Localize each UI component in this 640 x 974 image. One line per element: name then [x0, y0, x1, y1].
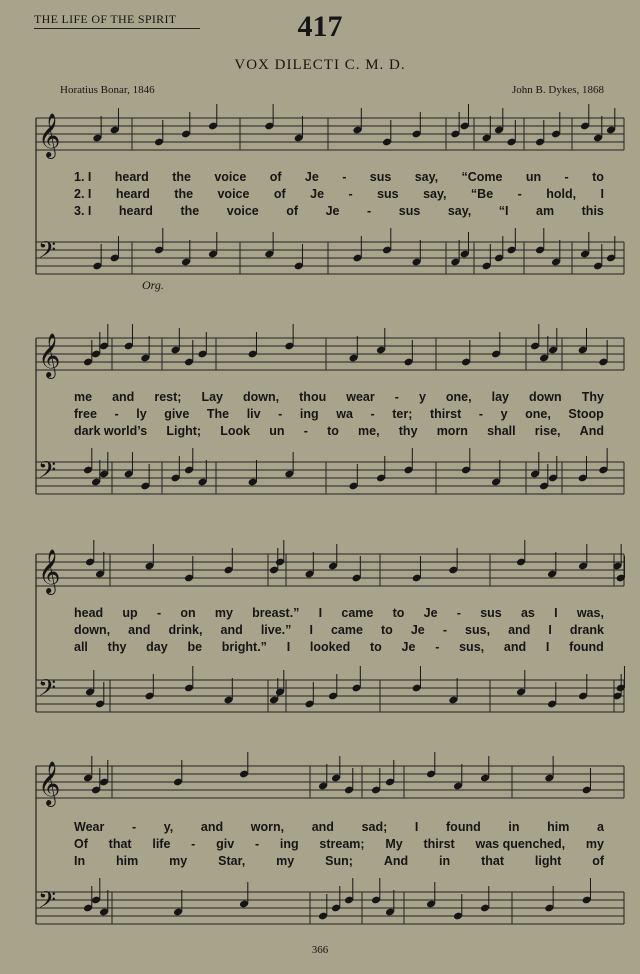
lyric-syllable: voice — [226, 204, 259, 218]
lyric-syllable: Wear — [74, 820, 105, 834]
lyric-syllable: 2. I — [74, 187, 92, 201]
lyric-syllable: - — [394, 390, 399, 404]
treble-clef-icon: 𝄞 — [38, 333, 61, 377]
author-credit: Horatius Bonar, 1846 — [60, 84, 155, 96]
lyric-syllable: as — [520, 606, 535, 620]
lyric-syllable: - — [456, 606, 461, 620]
lyric-syllable: drink, — [168, 623, 203, 637]
lyric-syllable: and — [128, 623, 151, 637]
lyric-syllable: ly — [136, 407, 147, 421]
lyric-syllable: Stoop — [568, 407, 604, 421]
lyric-syllable: of — [273, 187, 286, 201]
lyric-syllable: - — [478, 407, 483, 421]
lyric-syllable: be — [187, 640, 203, 654]
lyric-syllable: 1. I — [74, 170, 92, 184]
lyric-syllable: that — [481, 854, 504, 868]
lyric-syllable: the — [172, 170, 191, 184]
lyric-syllable: found — [569, 640, 604, 654]
lyric-syllable: Star, — [218, 854, 246, 868]
lyric-syllable: me — [74, 390, 93, 404]
lyric-syllable: thirst — [430, 407, 462, 421]
lyric-syllable: drank — [569, 623, 604, 637]
lyric-syllable: the — [174, 187, 194, 201]
lyric-syllable: on — [180, 606, 196, 620]
lyric-syllable: Thy — [581, 390, 604, 404]
lyric-syllable: day — [146, 640, 168, 654]
lyric-syllable: 3. I — [74, 204, 92, 218]
lyric-syllable: my — [276, 854, 295, 868]
lyric-syllable: voice — [214, 170, 247, 184]
lyric-syllable: and — [508, 623, 531, 637]
lyric-syllable: all — [74, 640, 88, 654]
lyric-syllable: worn, — [250, 820, 285, 834]
lyric-line — [74, 424, 604, 438]
lyric-syllable: “Be — [470, 187, 494, 201]
lyric-syllable: life — [152, 837, 171, 851]
page-number: 366 — [311, 944, 329, 956]
lyric-syllable: Je — [410, 623, 425, 637]
lyric-syllable: - — [348, 187, 353, 201]
lyric-syllable: thy — [398, 424, 418, 438]
lyric-syllable: Look — [220, 424, 251, 438]
lyric-syllable: and — [311, 820, 334, 834]
lyric-syllable: heard — [115, 187, 150, 201]
lyric-syllable: him — [116, 854, 139, 868]
lyric-syllable: of — [592, 854, 604, 868]
lyric-syllable: shall — [487, 424, 516, 438]
lyric-syllable: ing — [299, 407, 319, 421]
lyric-syllable: giv — [216, 837, 235, 851]
lyric-syllable: I — [600, 187, 604, 201]
lyric-syllable: I — [318, 606, 323, 620]
lyric-syllable: I — [414, 820, 419, 834]
lyric-syllable: Light; — [166, 424, 202, 438]
lyric-syllable: of — [269, 170, 282, 184]
lyric-syllable: wa — [336, 407, 353, 421]
lyric-syllable: free — [74, 407, 97, 421]
lyric-syllable: am — [536, 204, 555, 218]
lyric-syllable: un — [269, 424, 285, 438]
lyric-syllable: - — [564, 170, 569, 184]
lyric-syllable: morn — [436, 424, 468, 438]
lyric-syllable: up — [122, 606, 138, 620]
lyric-syllable: - — [370, 407, 375, 421]
lyric-syllable: I — [309, 623, 313, 637]
lyric-syllable: The — [206, 407, 230, 421]
lyric-syllable: thy — [107, 640, 127, 654]
lyric-syllable: sus — [398, 204, 421, 218]
lyric-syllable: stream; — [319, 837, 365, 851]
lyric-syllable: Je — [401, 640, 416, 654]
lyric-syllable: this — [581, 204, 604, 218]
lyric-syllable: that — [108, 837, 132, 851]
lyric-syllable: heard — [114, 170, 149, 184]
lyric-syllable: down — [529, 390, 562, 404]
lyric-syllable: my — [214, 606, 233, 620]
lyric-line — [74, 854, 604, 868]
lyric-syllable: was quenched, — [475, 837, 566, 851]
lyric-syllable: dark world’s — [74, 424, 148, 438]
lyric-syllable: and — [503, 640, 527, 654]
lyric-syllable: un — [525, 170, 542, 184]
section-label: THE LIFE OF THE SPIRIT — [34, 12, 177, 26]
lyric-syllable: - — [131, 820, 137, 834]
lyric-syllable: Je — [310, 187, 325, 201]
lyric-syllable: Sun; — [325, 854, 353, 868]
lyric-syllable: I — [554, 606, 558, 620]
lyric-syllable: say, — [447, 204, 472, 218]
lyric-syllable: - — [435, 640, 440, 654]
lyric-syllable: Of — [74, 837, 88, 851]
lyric-syllable: to — [369, 640, 382, 654]
lyric-syllable: a — [596, 820, 604, 834]
lyric-syllable: and — [220, 623, 243, 637]
treble-clef-icon: 𝄞 — [38, 113, 61, 157]
lyric-syllable: Lay — [201, 390, 223, 404]
lyric-syllable: - — [303, 424, 308, 438]
lyric-syllable: voice — [217, 187, 250, 201]
tune-name: VOX DILECTI C. M. D. — [234, 57, 406, 73]
lyric-syllable: Je — [423, 606, 438, 620]
lyric-syllable: live.” — [260, 623, 292, 637]
lyric-syllable: hold, — [546, 187, 577, 201]
lyric-line — [74, 390, 604, 404]
lyric-syllable: bright.” — [221, 640, 267, 654]
lyric-syllable: y, — [163, 820, 174, 834]
lyric-syllable: and — [112, 390, 135, 404]
lyric-syllable: sus, — [465, 623, 491, 637]
composer-credit: John B. Dykes, 1868 — [512, 84, 604, 96]
lyric-syllable: breast.” — [252, 606, 300, 620]
lyric-syllable: - — [278, 407, 283, 421]
lyric-syllable: liv — [246, 407, 261, 421]
lyric-syllable: And — [383, 854, 409, 868]
lyric-syllable: lay — [491, 390, 510, 404]
lyric-syllable: - — [342, 170, 347, 184]
lyric-syllable: “Come — [461, 170, 503, 184]
lyric-line — [74, 187, 604, 201]
lyric-syllable: “I — [498, 204, 509, 218]
bass-clef-icon: 𝄢 — [38, 674, 57, 707]
lyric-syllable: In — [74, 854, 86, 868]
organ-label: Org. — [142, 278, 164, 292]
lyric-syllable: say, — [414, 170, 439, 184]
lyric-syllable: ing — [279, 837, 299, 851]
lyric-syllable: y — [500, 407, 508, 421]
lyric-syllable: I — [545, 640, 550, 654]
treble-clef-icon: 𝄞 — [38, 549, 61, 593]
lyric-syllable: came — [330, 623, 363, 637]
lyric-syllable: to — [327, 424, 339, 438]
lyric-syllable: sus — [377, 187, 399, 201]
lyric-line — [74, 820, 604, 834]
lyric-syllable: to — [381, 623, 393, 637]
lyric-syllable: to — [592, 170, 604, 184]
lyric-syllable: - — [191, 837, 196, 851]
lyric-syllable: sus — [369, 170, 392, 184]
lyric-syllable: light — [534, 854, 562, 868]
lyric-syllable: down, — [243, 390, 280, 404]
lyric-syllable: - — [114, 407, 119, 421]
lyric-syllable: my — [585, 837, 604, 851]
lyric-syllable: - — [156, 606, 162, 620]
lyric-syllable: of — [286, 204, 299, 218]
bass-clef-icon: 𝄢 — [38, 236, 57, 269]
lyric-syllable: came — [341, 606, 374, 620]
lyric-syllable: ter; — [392, 407, 413, 421]
lyric-syllable: - — [254, 837, 260, 851]
lyric-syllable: in — [439, 854, 451, 868]
lyric-syllable: give — [164, 407, 190, 421]
lyric-syllable: - — [367, 204, 372, 218]
lyric-syllable: in — [508, 820, 520, 834]
lyric-syllable: was, — [576, 606, 604, 620]
lyric-line — [74, 407, 604, 421]
lyric-syllable: rest; — [154, 390, 182, 404]
bass-clef-icon: 𝄢 — [38, 886, 57, 919]
lyric-syllable: one, — [525, 407, 551, 421]
bass-clef-icon: 𝄢 — [38, 456, 57, 489]
lyric-line — [74, 837, 604, 851]
lyric-syllable: sus, — [459, 640, 485, 654]
lyric-syllable: down, — [74, 623, 111, 637]
lyric-syllable: thirst — [423, 837, 455, 851]
lyric-syllable: rise, — [534, 424, 561, 438]
lyric-syllable: the — [180, 204, 200, 218]
lyric-line — [74, 623, 604, 637]
lyric-syllable: wear — [346, 390, 375, 404]
lyric-syllable: And — [579, 424, 604, 438]
lyric-syllable: Je — [325, 204, 340, 218]
lyric-syllable: - — [442, 623, 447, 637]
lyric-line — [74, 640, 604, 654]
lyric-syllable: I — [286, 640, 291, 654]
lyric-syllable: I — [548, 623, 552, 637]
lyric-line — [74, 170, 604, 184]
lyric-line — [74, 606, 604, 620]
lyric-syllable: sad; — [361, 820, 388, 834]
lyric-syllable: looked — [309, 640, 351, 654]
lyric-syllable: sus — [480, 606, 502, 620]
lyric-syllable: me, — [358, 424, 380, 438]
lyric-syllable: my — [169, 854, 188, 868]
lyric-syllable: him — [547, 820, 570, 834]
lyric-syllable: thou — [299, 390, 327, 404]
treble-clef-icon: 𝄞 — [38, 761, 61, 805]
hymn-number: 417 — [297, 10, 343, 43]
lyric-syllable: - — [517, 187, 522, 201]
lyric-syllable: say, — [423, 187, 447, 201]
lyric-syllable: y — [418, 390, 426, 404]
lyric-syllable: Je — [304, 170, 319, 184]
lyric-syllable: to — [392, 606, 405, 620]
lyric-line — [74, 204, 604, 218]
lyric-syllable: head — [74, 606, 104, 620]
lyric-syllable: and — [200, 820, 224, 834]
lyric-syllable: one, — [445, 390, 472, 404]
lyric-syllable: My — [385, 837, 403, 851]
lyric-syllable: heard — [118, 204, 153, 218]
lyric-syllable: found — [446, 820, 481, 834]
